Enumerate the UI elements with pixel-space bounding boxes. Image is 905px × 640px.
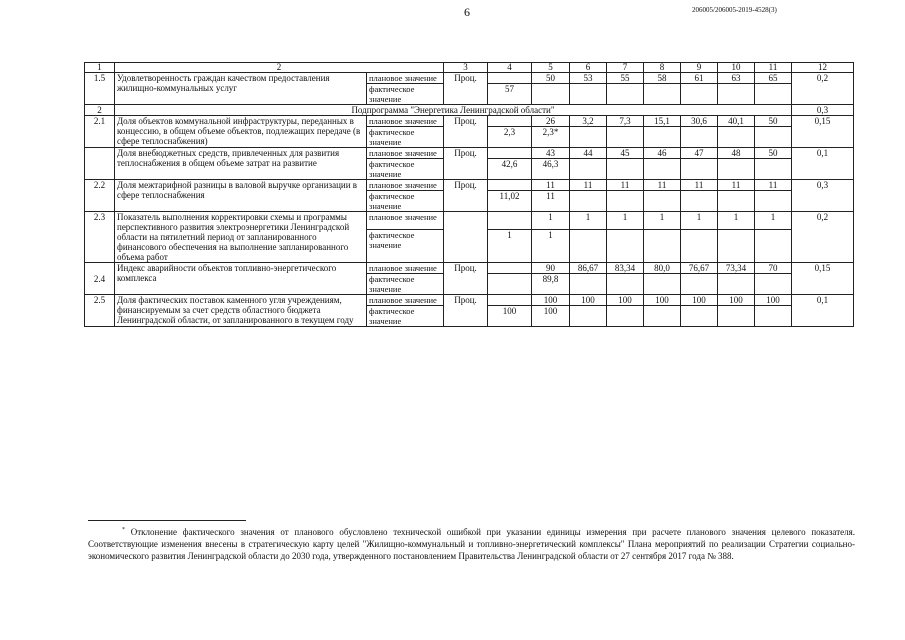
plan-value: 26 [532, 116, 570, 127]
plan-value [488, 263, 532, 274]
fact-value [755, 274, 792, 295]
plan-label: плановое значение [367, 180, 444, 191]
fact-value [570, 306, 607, 327]
column-header-7: 7 [607, 63, 644, 73]
plan-value: 11 [570, 180, 607, 191]
indicator-weight: 0,1 [792, 148, 854, 180]
fact-value [607, 127, 644, 148]
indicator-weight: 0,1 [792, 295, 854, 327]
plan-value: 100 [532, 295, 570, 306]
fact-label: фактическое значение [367, 84, 444, 105]
plan-value: 63 [718, 73, 755, 84]
footnote-text: Отклонение фактического значения от планового обусловлено технической ошибкой при указании единицы измерения при расчете планового значения целевого показателя. Соответствующие изменения внесены в стратегическую карту целей "Жилищно-коммунальный и топливно-энергетический комплексы" Плана мероприятий по реализации Стратегии социально-экономического развития Ленинградской области до 2030 года, утвержденного постановлением Правительства Ленинградской области от 27 сентября 2017 года № 388. [88, 527, 856, 561]
plan-value: 76,67 [681, 263, 718, 274]
indicator-weight: 0,2 [792, 212, 854, 263]
plan-value: 40,1 [718, 116, 755, 127]
plan-value: 44 [570, 148, 607, 159]
plan-value: 11 [532, 180, 570, 191]
plan-value: 70 [755, 263, 792, 274]
plan-value [488, 148, 532, 159]
plan-value: 11 [607, 180, 644, 191]
fact-value [681, 274, 718, 295]
plan-value [488, 73, 532, 84]
indicator-plan-row [85, 116, 854, 127]
fact-value: 1 [488, 229, 532, 262]
fact-value: 11 [532, 191, 570, 212]
indicator-plan-row [85, 263, 854, 274]
fact-value [755, 306, 792, 327]
indicator-unit: Проц. [444, 295, 488, 327]
plan-value: 1 [607, 212, 644, 230]
plan-value: 11 [681, 180, 718, 191]
plan-value: 58 [644, 73, 681, 84]
column-header-11: 11 [755, 63, 792, 73]
indicator-number [85, 148, 115, 180]
fact-value [681, 159, 718, 180]
column-header-12: 12 [792, 63, 854, 73]
indicator-name: Доля объектов коммунальной инфраструктуры, переданных в концессию, в общем объеме объектов, подлежащих передаче (в сфере теплоснабжения) [115, 116, 367, 148]
column-header-8: 8 [644, 63, 681, 73]
fact-label: фактическое значение [367, 127, 444, 148]
plan-value: 11 [755, 180, 792, 191]
indicator-weight: 0,3 [792, 180, 854, 212]
plan-value: 100 [718, 295, 755, 306]
column-header-6: 6 [570, 63, 607, 73]
fact-value [570, 191, 607, 212]
indicator-plan-row [85, 148, 854, 159]
indicator-plan-row [85, 212, 854, 230]
footnote [88, 525, 855, 562]
fact-value [607, 274, 644, 295]
fact-value: 57 [488, 84, 532, 105]
indicator-plan-row [85, 73, 854, 84]
plan-value: 45 [607, 148, 644, 159]
page-number: 6 [464, 5, 470, 19]
fact-value [607, 84, 644, 105]
plan-value: 1 [681, 212, 718, 230]
fact-value [644, 84, 681, 105]
column-header-9: 9 [681, 63, 718, 73]
indicator-unit: Проц. [444, 180, 488, 212]
column-header-5: 5 [532, 63, 570, 73]
indicator-weight: 0,2 [792, 73, 854, 105]
plan-value [488, 116, 532, 127]
plan-value: 100 [570, 295, 607, 306]
plan-value: 11 [644, 180, 681, 191]
fact-value [718, 306, 755, 327]
plan-value: 1 [718, 212, 755, 230]
plan-value: 50 [532, 73, 570, 84]
column-header-10: 10 [718, 63, 755, 73]
indicator-number: 2.1 [85, 116, 115, 148]
plan-value: 1 [755, 212, 792, 230]
indicator-number: 2.3 [85, 212, 115, 263]
indicator-number: 2.5 [85, 295, 115, 327]
fact-value [607, 191, 644, 212]
plan-value: 7,3 [607, 116, 644, 127]
plan-value: 80,0 [644, 263, 681, 274]
fact-value [681, 229, 718, 262]
indicator-name: Удовлетворенность граждан качеством предоставления жилищно-коммунальных услуг [115, 73, 367, 105]
indicators-table [84, 62, 854, 327]
indicator-weight: 0,15 [792, 263, 854, 295]
fact-value: 42,6 [488, 159, 532, 180]
plan-value [488, 295, 532, 306]
plan-value: 61 [681, 73, 718, 84]
fact-value [644, 159, 681, 180]
indicator-name: Доля внебюджетных средств, привлеченных для развития теплоснабжения в общем объеме затрат на развитие [115, 148, 367, 180]
fact-value [718, 84, 755, 105]
plan-value: 11 [718, 180, 755, 191]
plan-label: плановое значение [367, 212, 444, 230]
section-title: Подпрограмма "Энергетика Ленинградской области" [115, 105, 792, 116]
plan-value: 30,6 [681, 116, 718, 127]
plan-label: плановое значение [367, 148, 444, 159]
fact-value [644, 191, 681, 212]
indicator-name: Доля фактических поставок каменного угля учреждениям, финансируемым за счет средств областного бюджета Ленинградской области, от запланированного в текущем году [115, 295, 367, 327]
fact-value [755, 159, 792, 180]
fact-value [681, 306, 718, 327]
plan-value: 47 [681, 148, 718, 159]
plan-value [488, 212, 532, 230]
indicator-unit: Проц. [444, 116, 488, 148]
indicator-name: Индекс аварийности объектов топливно-энергетического комплекса [115, 263, 367, 295]
fact-value [607, 306, 644, 327]
plan-label: плановое значение [367, 295, 444, 306]
fact-value [718, 127, 755, 148]
plan-label: плановое значение [367, 263, 444, 274]
fact-value: 1 [532, 229, 570, 262]
indicator-number: 1.5 [85, 73, 115, 105]
fact-value: 46,3 [532, 159, 570, 180]
plan-value: 43 [532, 148, 570, 159]
fact-value [570, 127, 607, 148]
fact-value [718, 191, 755, 212]
fact-value [644, 306, 681, 327]
indicator-name: Доля межтарифной разницы в валовой выручке организации в сфере теплоснабжения [115, 180, 367, 212]
plan-value: 73,34 [718, 263, 755, 274]
plan-value: 15,1 [644, 116, 681, 127]
plan-value: 55 [607, 73, 644, 84]
fact-value: 11,02 [488, 191, 532, 212]
fact-label: фактическое значение [367, 191, 444, 212]
fact-value: 89,8 [532, 274, 570, 295]
fact-value [607, 229, 644, 262]
indicator-number: 2.2 [85, 180, 115, 212]
fact-label: фактическое значение [367, 306, 444, 327]
fact-value [681, 191, 718, 212]
fact-value [570, 274, 607, 295]
fact-value [570, 159, 607, 180]
plan-value: 100 [681, 295, 718, 306]
column-header-3: 3 [444, 63, 488, 73]
plan-label: плановое значение [367, 73, 444, 84]
fact-value [644, 229, 681, 262]
plan-value: 1 [644, 212, 681, 230]
indicator-unit: Проц. [444, 73, 488, 105]
fact-value: 100 [532, 306, 570, 327]
fact-value [644, 127, 681, 148]
fact-value: 100 [488, 306, 532, 327]
fact-value [718, 159, 755, 180]
fact-value: 2,3 [488, 127, 532, 148]
fact-value [532, 84, 570, 105]
fact-value [718, 274, 755, 295]
column-header-4: 4 [488, 63, 532, 73]
plan-value: 100 [644, 295, 681, 306]
plan-value: 3,2 [570, 116, 607, 127]
column-header-1: 1 [85, 63, 115, 73]
table-header-row [85, 63, 854, 73]
indicator-unit [444, 212, 488, 263]
plan-value [488, 180, 532, 191]
fact-value [570, 84, 607, 105]
fact-value [755, 84, 792, 105]
fact-value [755, 127, 792, 148]
section-row [85, 105, 854, 116]
fact-value [718, 229, 755, 262]
document-code: 206005/206005-2019-4528(3) [692, 6, 777, 14]
fact-value [755, 229, 792, 262]
plan-value: 1 [570, 212, 607, 230]
plan-value: 1 [532, 212, 570, 230]
section-number: 2 [85, 105, 115, 116]
plan-value: 100 [607, 295, 644, 306]
plan-value: 48 [718, 148, 755, 159]
fact-label: фактическое значение [367, 274, 444, 295]
fact-label: фактическое значение [367, 159, 444, 180]
indicator-plan-row [85, 295, 854, 306]
fact-value [570, 229, 607, 262]
indicator-weight: 0,15 [792, 116, 854, 148]
plan-value: 65 [755, 73, 792, 84]
plan-value: 86,67 [570, 263, 607, 274]
fact-value [755, 191, 792, 212]
fact-value [607, 159, 644, 180]
plan-value: 50 [755, 116, 792, 127]
footnote-divider [88, 520, 246, 521]
footnote-mark: * [122, 527, 125, 533]
plan-value: 90 [532, 263, 570, 274]
plan-label: плановое значение [367, 116, 444, 127]
plan-value: 83,34 [607, 263, 644, 274]
indicator-number: 2.4 [85, 263, 115, 295]
fact-value: 2,3* [532, 127, 570, 148]
indicator-unit: Проц. [444, 263, 488, 295]
fact-label: фактическое значение [367, 229, 444, 262]
fact-value [644, 274, 681, 295]
indicator-plan-row [85, 180, 854, 191]
column-header-2: 2 [115, 63, 444, 73]
plan-value: 46 [644, 148, 681, 159]
fact-value [681, 84, 718, 105]
indicator-unit: Проц. [444, 148, 488, 180]
indicator-name: Показатель выполнения корректировки схемы и программы перспективного развития электроэнергетики Ленинградской области на пятилетний период от запланированного финансового обеспечения на выполнение запланированного объема работ [115, 212, 367, 263]
fact-value [488, 274, 532, 295]
section-weight: 0,3 [792, 105, 854, 116]
plan-value: 53 [570, 73, 607, 84]
plan-value: 100 [755, 295, 792, 306]
plan-value: 50 [755, 148, 792, 159]
fact-value [681, 127, 718, 148]
